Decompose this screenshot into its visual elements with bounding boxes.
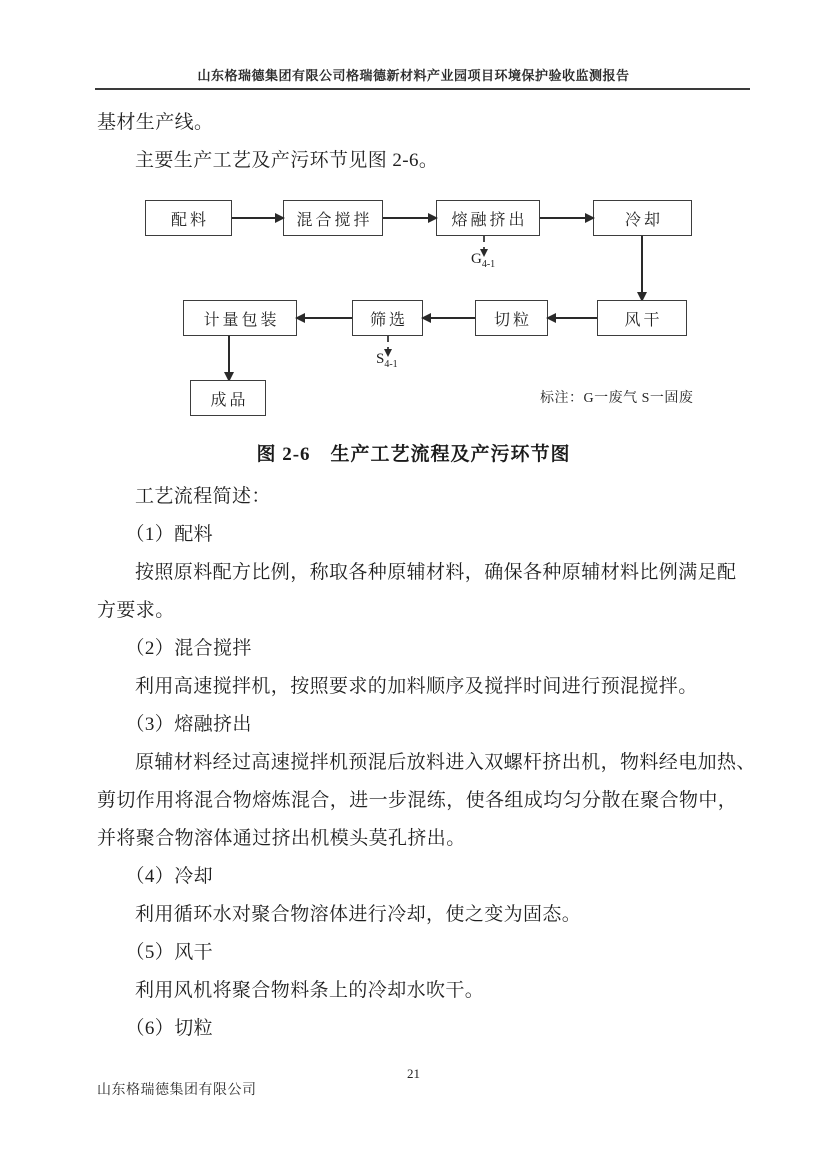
flow-box-hunhejiaoban: 混合搅拌: [283, 200, 383, 236]
desc-line: 工艺流程简述：: [135, 486, 271, 507]
flow-box-jiliangbaozhuang: 计量包装: [183, 300, 297, 336]
process-description: [97, 478, 762, 1048]
desc-line: 利用循环水对聚合物溶体进行冷却，使之变为固态。: [135, 904, 582, 925]
page-number: 21: [407, 1066, 420, 1081]
intro-line-1: 基材生产线。: [97, 112, 214, 133]
gas-letter: G: [471, 251, 482, 267]
flow-box-rongrongjichu: 熔融挤出: [436, 200, 540, 236]
desc-step-heading: （3）熔融挤出: [125, 714, 252, 735]
flow-box-fenggan: 风干: [597, 300, 687, 336]
arrow-peiliao-to-hunhe: [232, 217, 283, 219]
solid-subscript: 4-1: [384, 359, 398, 370]
desc-line: 剪切作用将混合物熔炼混合，进一步混练，使各组成均匀分散在聚合物中，: [97, 790, 738, 811]
arrow-fenggan-to-qieli: [548, 317, 597, 319]
report-header-title: 山东格瑞德集团有限公司格瑞德新材料产业园项目环境保护验收监测报告: [197, 68, 630, 83]
arrow-rongrong-to-lengque: [540, 217, 593, 219]
flow-box-peiliao: 配料: [145, 200, 232, 236]
desc-step-heading: （5）风干: [125, 942, 214, 963]
intro-line-2: 主要生产工艺及产污环节见图 2-6。: [135, 150, 439, 171]
desc-line: 利用风机将聚合物料条上的冷却水吹干。: [135, 980, 485, 1001]
process-flowchart: [0, 195, 827, 430]
flow-box-lengque: 冷却: [593, 200, 692, 236]
flow-box-chengpin: 成品: [190, 380, 266, 416]
arrow-shaixuan-to-jiliang: [297, 317, 352, 319]
desc-step-heading: （6）切粒: [125, 1018, 214, 1039]
desc-line: 按照原料配方比例，称取各种原辅材料，确保各种原辅材料比例满足配: [135, 562, 737, 583]
flow-box-qieli: 切粒: [475, 300, 548, 336]
intro-paragraphs: [97, 104, 757, 180]
arrow-qieli-to-shaixuan: [423, 317, 475, 319]
header-divider: [95, 88, 750, 90]
desc-line: 原辅材料经过高速搅拌机预混后放料进入双螺杆挤出机，物料经电加热、: [135, 752, 756, 773]
figure-caption: 图 2-6 生产工艺流程及产污环节图: [256, 444, 571, 465]
gas-subscript: 4-1: [481, 259, 496, 270]
desc-line: 方要求。: [97, 600, 175, 621]
arrow-lengque-to-fenggan: [641, 236, 643, 300]
arrow-jiliang-to-chengpin: [228, 336, 230, 380]
gas-emission-label: [471, 251, 495, 270]
desc-step-heading: （2）混合搅拌: [125, 638, 252, 659]
arrow-hunhe-to-rongrong: [383, 217, 436, 219]
flowchart-legend-note: 标注：G一废气 S一固废: [540, 391, 694, 406]
solid-waste-label: [376, 351, 398, 370]
desc-line: 利用高速搅拌机，按照要求的加料顺序及搅拌时间进行预混搅拌。: [135, 676, 698, 697]
footer-company-name: 山东格瑞德集团有限公司: [97, 1083, 257, 1098]
desc-line: 并将聚合物溶体通过挤出机模头莫孔挤出。: [97, 828, 466, 849]
flow-box-shaixuan: 筛选: [352, 300, 423, 336]
desc-step-heading: （4）冷却: [125, 866, 214, 887]
solid-letter: S: [376, 351, 385, 367]
desc-step-heading: （1）配料: [125, 524, 214, 545]
